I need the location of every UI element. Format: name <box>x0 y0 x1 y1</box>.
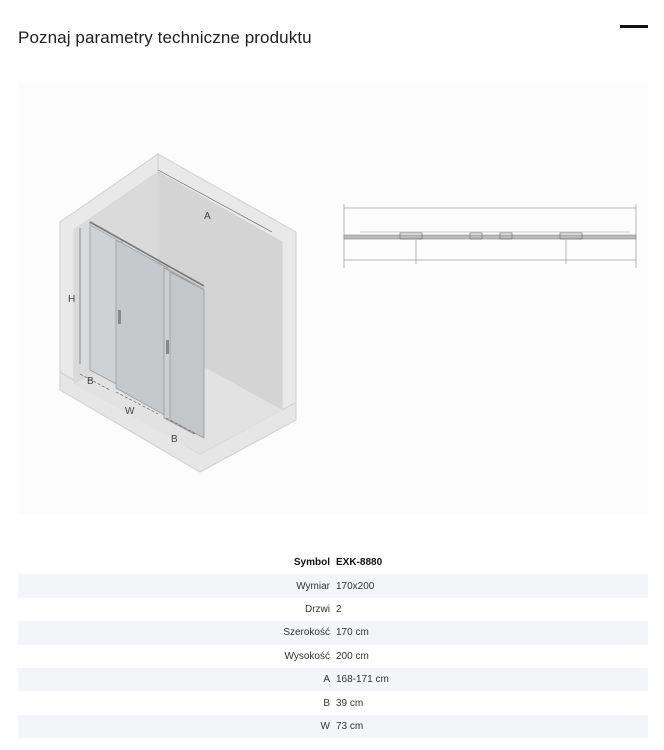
spec-value: 168-171 cm <box>336 674 389 686</box>
label-h: H <box>68 294 76 305</box>
spec-label: Szerokość <box>283 627 330 639</box>
spec-row <box>18 598 648 621</box>
spec-value: 170 cm <box>336 627 369 639</box>
spec-row <box>18 621 648 644</box>
label-a: A <box>204 211 211 222</box>
spec-value: 39 cm <box>336 697 364 709</box>
page-title: Poznaj parametry techniczne produktu <box>18 28 312 47</box>
minus-icon[interactable] <box>620 25 648 28</box>
spec-label: W <box>320 720 330 732</box>
spec-label: B <box>323 697 330 709</box>
spec-label: Symbol <box>293 557 330 569</box>
spec-row <box>18 574 648 597</box>
label-b-left: B <box>87 376 94 387</box>
shower-plan-drawing <box>340 200 640 272</box>
technical-drawing-panel <box>18 82 648 514</box>
shower-isometric-drawing <box>18 82 318 514</box>
spec-row <box>18 645 648 668</box>
spec-value: 73 cm <box>336 720 364 732</box>
label-w: W <box>125 406 135 417</box>
spec-value: 170x200 <box>336 580 375 592</box>
spec-row <box>18 715 648 738</box>
spec-value: 200 cm <box>336 650 369 662</box>
spec-row-symbol <box>18 551 648 574</box>
spec-label: Wymiar <box>296 580 330 592</box>
spec-label: Wysokość <box>284 650 330 662</box>
spec-row <box>18 668 648 691</box>
spec-label: A <box>323 674 330 686</box>
spec-value: EXK-8880 <box>336 557 383 569</box>
spec-table <box>18 551 648 738</box>
spec-value: 2 <box>336 603 342 615</box>
spec-row <box>18 691 648 714</box>
spec-label: Drzwi <box>305 603 330 615</box>
label-b-right: B <box>171 434 178 445</box>
